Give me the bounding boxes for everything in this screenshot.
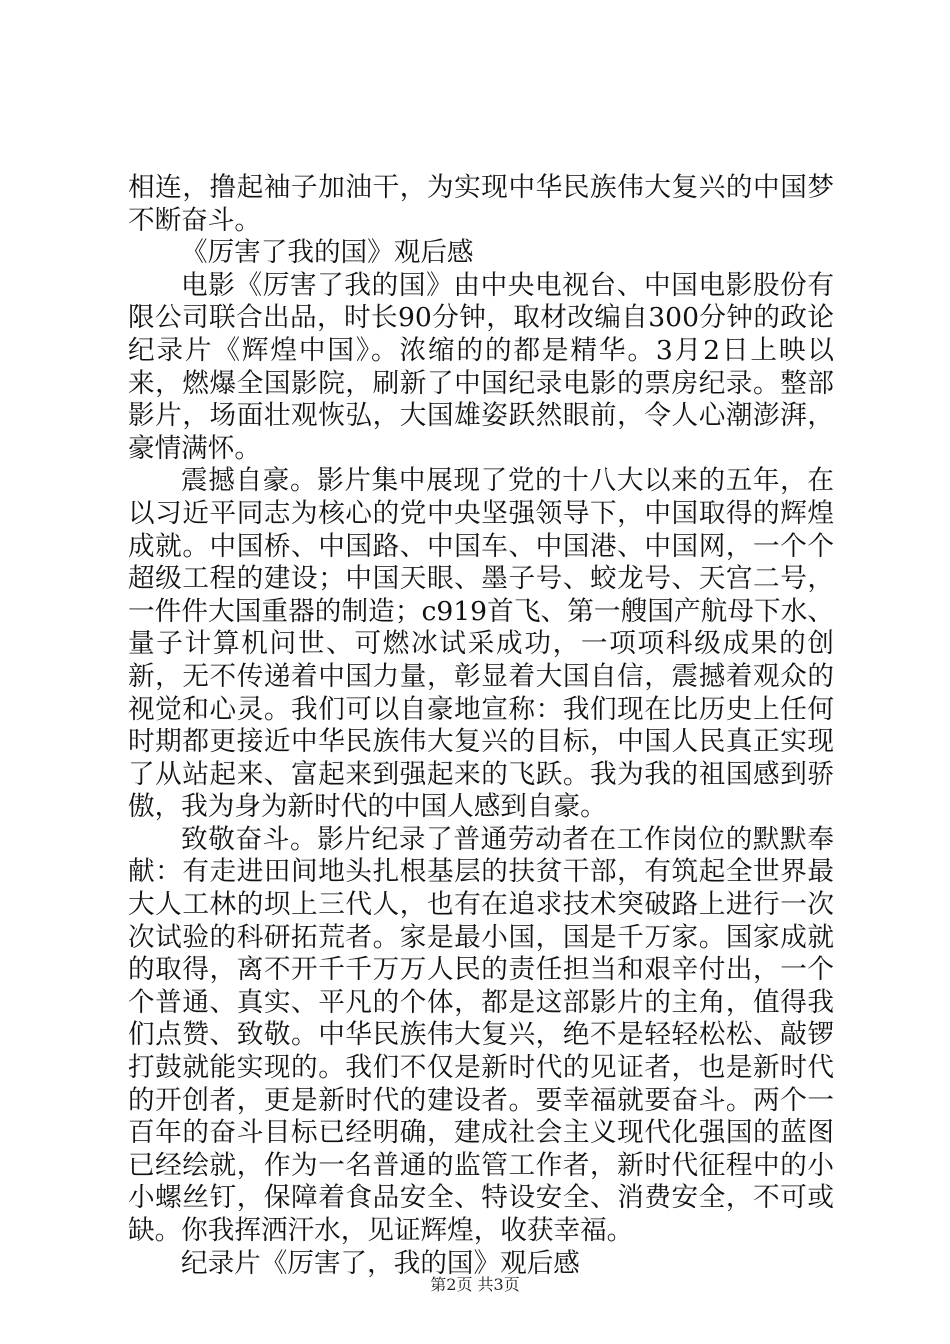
page-footer: 第2页 共3页 [430, 1275, 520, 1294]
paragraph-salute-struggle: 致敬奋斗。影片纪录了普通劳动者在工作岗位的默默奉献：有走进田间地头扎根基层的扶贫干部，有筑起全世界最大人工林的坝上三代人，也有在追求技术突破路上进行一次次试验的科研拓荒者。家是最小国，国是千万家。国家成就的取得，离不开千千万万人民的责任担当和艰辛付出，一个个普通、真实、平凡的个体，都是这部影片的主角，值得我们点赞、致敬。中华民族伟大复兴，绝不是轻轻松松、敲锣打鼓就能实现的。我们不仅是新时代的见证者，也是新时代的开创者，更是新时代的建设者。要幸福就要奋斗。两个一百年的奋斗目标已经明确，建成社会主义现代化强国的蓝图已经绘就，作为一名普通的监管工作者，新时代征程中的小小螺丝钉，保障着食品安全、特设安全、消费安全，不可或缺。你我挥洒汗水，见证辉煌，收获幸福。 [128, 823, 834, 1246]
document-body [128, 172, 834, 1280]
section-title-1: 《厉害了我的国》观后感 [181, 237, 474, 269]
paragraph-continuation: 相连，撸起袖子加油干，为实现中华民族伟大复兴的中国梦不断奋斗。 [128, 172, 834, 236]
paragraph-shock-pride: 震撼自豪。影片集中展现了党的十八大以来的五年，在以习近平同志为核心的党中央坚强领导下，中国取得的辉煌成就。中国桥、中国路、中国车、中国港、中国网，一个个超级工程的建设；中国天眼、墨子号、蛟龙号、天宫二号，一件件大国重器的制造；c919首飞、第一艘国产航母下水、量子计算机问世、可燃冰试采成功，一项项科级成果的创新，无不传递着中国力量，彰显着大国自信，震撼着观众的视觉和心灵。我们可以自豪地宣称：我们现在比历史上任何时期都更接近中华民族伟大复兴的目标，中国人民真正实现了从站起来、富起来到强起来的飞跃。我为我的祖国感到骄傲，我为身为新时代的中国人感到自豪。 [128, 465, 834, 823]
paragraph-intro: 电影《厉害了我的国》由中央电视台、中国电影股份有限公司联合出品，时长90分钟，取材改编自300分钟的政论纪录片《辉煌中国》。浓缩的的都是精华。3月2日上映以来，燃爆全国影院，刷新了中国纪录电影的票房纪录。整部影片，场面壮观恢弘，大国雄姿跃然眼前，令人心潮澎湃，豪情满怀。 [128, 269, 834, 464]
section-title-2: 纪录片《厉害了，我的国》观后感 [181, 1247, 580, 1279]
